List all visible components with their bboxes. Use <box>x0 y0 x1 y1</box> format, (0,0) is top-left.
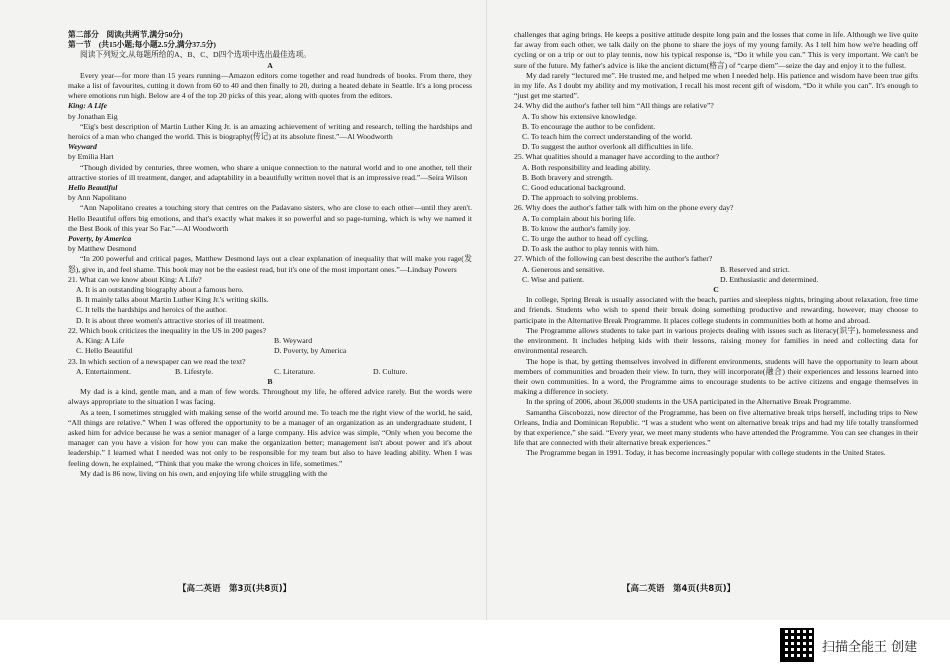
right-page <box>514 30 918 459</box>
book4-quote: “In 200 powerful and critical pages, Matthew Desmond lays out a clear explanation of inequality that will make you rage(发怒), give in, and feel shame. This book may not be the easiest read, but it's one of the most important ones.”—Lindsay Powers <box>68 254 472 274</box>
q27-option-c: C. Wise and patient. <box>522 274 585 284</box>
passage-a-label: A <box>267 60 273 70</box>
passage-c-p5: Samantha Giscobozzi, now director of the Programme, has been on five alternative break trips herself, including trips to New Orleans, India and Dominican Republic. “I was a student who went on alternative break trips and had my life totally transformed by that experience,” she said. “Every year, we meet many students who have attended the Programme. You can see changes in their life that are connected with their alternative break experiences.” <box>514 407 919 448</box>
passage-c-p3: The hope is that, by getting themselves involved in different environments, students will have the opportunity to learn about members of communities and broaden their view. In turn, they will incorporate(融合) their experiences and lessons learned into their own communities. In a word, the Programme aims to encourage students to be active citizens and engage themselves in making a difference in society. <box>514 356 918 397</box>
book4-title: Poverty, by America <box>68 234 132 244</box>
q27-option-d: D. Enthusiastic and determined. <box>720 274 819 284</box>
passage-c-p2: The Programme allows students to take part in various projects dealing with issues such as literacy(识字), homelessness and the environment. It includes helping kids with their lessons, raising money for families in need and collecting data for environmental research. <box>514 325 918 356</box>
passage-b-p3: My dad is 86 now, living on his own, and enjoying life while struggling with the <box>80 468 328 478</box>
passage-b-p4: My dad rarely “lectured me”. He trusted me, and helped me when I needed help. His patience and wisdom have been true gifts in my life. As I doubt my ability and my motivation, I recall his most recent gift of wisdom, “Do it while you can”. It's enough to “just get me started”. <box>514 70 918 101</box>
book3-quote: “Ann Napolitano creates a touching story that centres on the Padavano sisters, who are close to each other—until they aren't. Hello Beautiful offers big emotions, and that's exactly what makes it so powerful and so page-turning, which is why we named it the Best Book of this year So Far.”—Al Woodworth <box>68 203 472 233</box>
q25-option-a: A. Both responsibility and leading ability. <box>522 162 651 172</box>
q23-option-d: D. Culture. <box>373 366 408 376</box>
q22-option-a: A. King: A Life <box>76 336 125 346</box>
passage-c-p1: In college, Spring Break is usually associated with the beach, parties and sleepless nights, bringing about relaxation, free time and friends. Students who wish to spend their break doing something productive and rewarding, however, may choose to participate in the Alternative Break Programme. It places college students in communities both at home and abroad. <box>514 295 918 325</box>
q26-option-a: A. To complain about his boring life. <box>522 213 636 223</box>
book3-author: by Ann Napolitano <box>68 193 127 203</box>
question-26: 26. Why does the author's father talk with him on the phone every day? <box>514 203 734 213</box>
question-22: 22. Which book criticizes the inequality in the US in 200 pages? <box>68 325 266 335</box>
q26-option-d: D. To ask the author to play tennis with him. <box>522 244 660 254</box>
question-23: 23. In which section of a newspaper can we read the text? <box>68 356 246 366</box>
q22-option-d: D. Poverty, by America <box>274 346 347 356</box>
q22-option-b: B. Weyward <box>274 336 313 346</box>
q21-option-d: D. It is about three women's attractive stories of ill treatment. <box>76 315 265 325</box>
book2-title: Weyward <box>68 142 97 152</box>
passage-b-label: B <box>267 376 273 386</box>
question-21: 21. What can we know about King: A Life? <box>68 274 202 284</box>
q23-option-c: C. Literature. <box>274 366 316 376</box>
scanner-watermark <box>780 628 917 662</box>
part-header: 第二部分 阅读(共两节,满分50分) <box>68 30 183 39</box>
q25-option-d: D. The approach to solving problems. <box>522 193 639 203</box>
passage-b-p2: As a teen, I sometimes struggled with making sense of the world around me. To teach me the right view of the world, he said, “All things are relative.” When I was offered the opportunity to be a manager of an organization as an undergraduate student, I asked him for advice because he was a senior manager of a large company. His advice was simple, “Only when you become the manager can you have a vision for how you can make the organization better; management isn't about power and it's about leadership.” I learned what I needed was not only to be responsible for my team but also to have leading ability. When I was feeling down, he explained, “Think that you make the wrong choices in life, sometimes.” <box>68 407 472 468</box>
book2-author: by Emilia Hart <box>68 152 114 162</box>
passage-c-label: C <box>713 285 719 295</box>
passage-c-p4: In the spring of 2006, about 36,000 students in the USA participated in the Alternative Break Programme. <box>526 397 852 407</box>
q26-option-c: C. To urge the author to head off cycling. <box>522 234 649 244</box>
instructions: 阅读下列短文,从每题所给的A、B、C、D四个选项中选出最佳选项。 <box>80 50 311 60</box>
question-24: 24. Why did the author's father tell him “All things are relative”? <box>514 101 714 111</box>
q24-option-d: D. To suggest the author overlook all difficulties in life. <box>522 142 694 152</box>
watermark-text: 扫描全能王 创建 <box>822 639 918 655</box>
q25-option-c: C. Good educational background. <box>522 183 626 193</box>
q27-option-a: A. Generous and sensitive. <box>522 264 605 274</box>
passage-c-p6: The Programme began in 1991. Today, it has become increasingly popular with college students in the United States. <box>526 448 886 458</box>
q24-option-a: A. To show his extensive knowledge. <box>522 111 637 121</box>
book1-quote: “Eig's best description of Martin Luther King Jr. is an amazing achievement of writing and research, telling the hardships and heroics of a man who changed the world. This is biography(传记) at its absolute finest.”—Al Woodworth <box>68 121 472 142</box>
q21-option-b: B. It mainly talks about Martin Luther King Jr.'s writing skills. <box>76 295 269 305</box>
q24-option-b: B. To encourage the author to be confident. <box>522 121 656 131</box>
q22-option-c: C. Hello Beautiful <box>76 346 133 356</box>
q26-option-b: B. To know the author's family joy. <box>522 223 631 233</box>
section-header: 第一节 (共15小题;每小题2.5分,满分37.5分) <box>68 40 216 50</box>
q27-option-b: B. Reserved and strict. <box>720 264 790 274</box>
page-fold <box>486 0 487 620</box>
qr-code-icon <box>780 628 814 662</box>
q24-option-c: C. To teach him the correct understanding of the world. <box>522 132 693 142</box>
question-25: 25. What qualities should a manager have according to the author? <box>514 152 720 162</box>
book1-author: by Jonathan Eig <box>68 111 118 121</box>
passage-b-p3-cont: challenges that aging brings. He keeps a positive attitude despite long pain and the losses that come in life. Although we live quite far away from each other, we talk daily on the phone to share the joys of my young family. As I tell him how we're heading off cycling or on a trip or out to play tennis, now his typical response is, “Do it while you can.” This is very important. We can't be sure of the future. My father's advice is like the ancient dictum(格言) of “carpe diem”—seize the day and enjoy it to the fullest. <box>514 30 918 70</box>
page-footer-right: 【高二英语 第4页(共8页)】 <box>622 584 736 594</box>
question-27: 27. Which of the following can best describe the author's father? <box>514 254 713 264</box>
book3-title: Hello Beautiful <box>68 183 118 193</box>
left-page <box>68 30 472 479</box>
q21-option-a: A. It is an outstanding biography about a famous hero. <box>76 285 244 295</box>
q25-option-b: B. Both bravery and strength. <box>522 172 613 182</box>
q23-option-b: B. Lifestyle. <box>175 366 214 376</box>
page-footer-left: 【高二英语 第3页(共8页)】 <box>178 584 292 594</box>
passage-a-intro: Every year—for more than 15 years running—Amazon editors come together and read hundreds of books. From there, they make a list of favourites, cutting it down from 60 to 40 and then finally to 20, during a heated debate in Seattle. It's a long process where emotions run high. Below are 4 of the top 20 picks of this year, along with quotes from the editors. <box>68 70 472 101</box>
passage-b-p1: My dad is a kind, gentle man, and a man of few words. Throughout my life, he offered advice rarely. But the words were always appropriate to the situation I was facing. <box>68 387 472 407</box>
q21-option-c: C. It tells the hardships and heroics of the author. <box>76 305 227 315</box>
book2-quote: “Though divided by centuries, three women, who share a unique connection to the natural world and to one another, tell their attractive stories of ill treatment, danger, and adaptability in a beautifully written novel that is an impressive read.”—Seira Wilson <box>68 162 472 182</box>
book4-author: by Matthew Desmond <box>68 244 137 254</box>
book1-title: King: A Life <box>68 101 108 111</box>
q23-option-a: A. Entertainment. <box>76 366 131 376</box>
